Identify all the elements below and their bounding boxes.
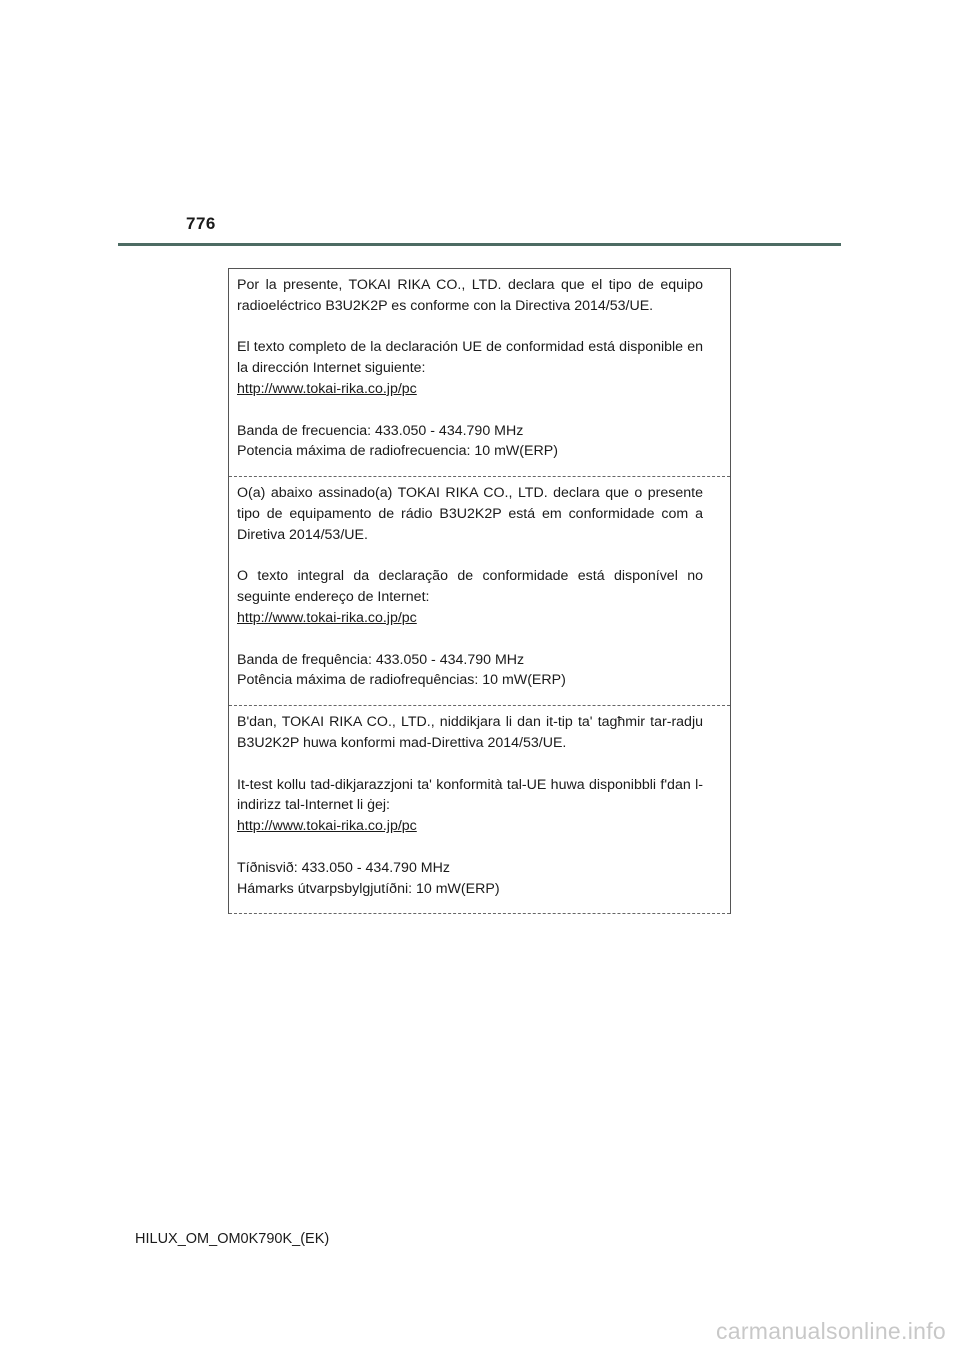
availability-text: El texto completo de la declaración UE de conformidad está disponible en la dirección Internet siguiente:	[237, 339, 703, 377]
radio-specs	[237, 421, 703, 463]
declaration-text: O(a) abaixo assinado(a) TOKAI RIKA CO., LTD. declara que o presente tipo de equipamento de rádio B3U2K2P está em conformidade com a Diretiva 2014/53/UE.	[237, 485, 703, 543]
document-id: HILUX_OM_OM0K790K_(EK)	[135, 1231, 330, 1247]
availability-text: O texto integral da declaração de conformidade está disponível no seguinte endereço de Internet:	[237, 568, 703, 606]
max-power: Hámarks útvarpsbylgjutíðni: 10 mW(ERP)	[237, 880, 500, 897]
declaration-url-link[interactable]: http://www.tokai-rika.co.jp/pc	[237, 609, 417, 626]
declaration-section-maltese	[229, 706, 730, 914]
declaration-text: B'dan, TOKAI RIKA CO., LTD., niddikjara li dan it-tip ta' tagħmir tar-radju B3U2K2P huwa konformi mad-Direttiva 2014/53/UE.	[237, 714, 703, 751]
declaration-url-link[interactable]: http://www.tokai-rika.co.jp/pc	[237, 818, 417, 835]
availability-text: It-test kollu tad-dikjarazzjoni ta' konformità tal-UE huwa disponibbli f'dan l-indirizz tal-Internet li ġej:	[237, 776, 703, 814]
radio-specs	[237, 858, 703, 900]
header-rule	[118, 243, 841, 246]
availability-paragraph	[237, 337, 703, 399]
max-power: Potencia máxima de radiofrecuencia: 10 mW(ERP)	[237, 443, 558, 460]
declaration-url-link[interactable]: http://www.tokai-rika.co.jp/pc	[237, 380, 417, 397]
max-power: Potência máxima de radiofrequências: 10 mW(ERP)	[237, 672, 566, 689]
declaration-box	[228, 268, 731, 914]
frequency-band: Tíðnisvið: 433.050 - 434.790 MHz	[237, 859, 450, 876]
declaration-text: Por la presente, TOKAI RIKA CO., LTD. declara que el tipo de equipo radioeléctrico B3U2K2P es conforme con la Directiva 2014/53/UE.	[237, 277, 703, 314]
page-number: 776	[186, 214, 216, 233]
availability-paragraph	[237, 566, 703, 628]
availability-paragraph	[237, 775, 703, 837]
declaration-section-spanish	[229, 269, 730, 477]
frequency-band: Banda de frequência: 433.050 - 434.790 MHz	[237, 651, 525, 668]
declaration-section-portuguese	[229, 477, 730, 706]
watermark: carmanualsonline.info	[715, 1318, 946, 1344]
radio-specs	[237, 650, 703, 692]
frequency-band: Banda de frecuencia: 433.050 - 434.790 MHz	[237, 422, 524, 439]
